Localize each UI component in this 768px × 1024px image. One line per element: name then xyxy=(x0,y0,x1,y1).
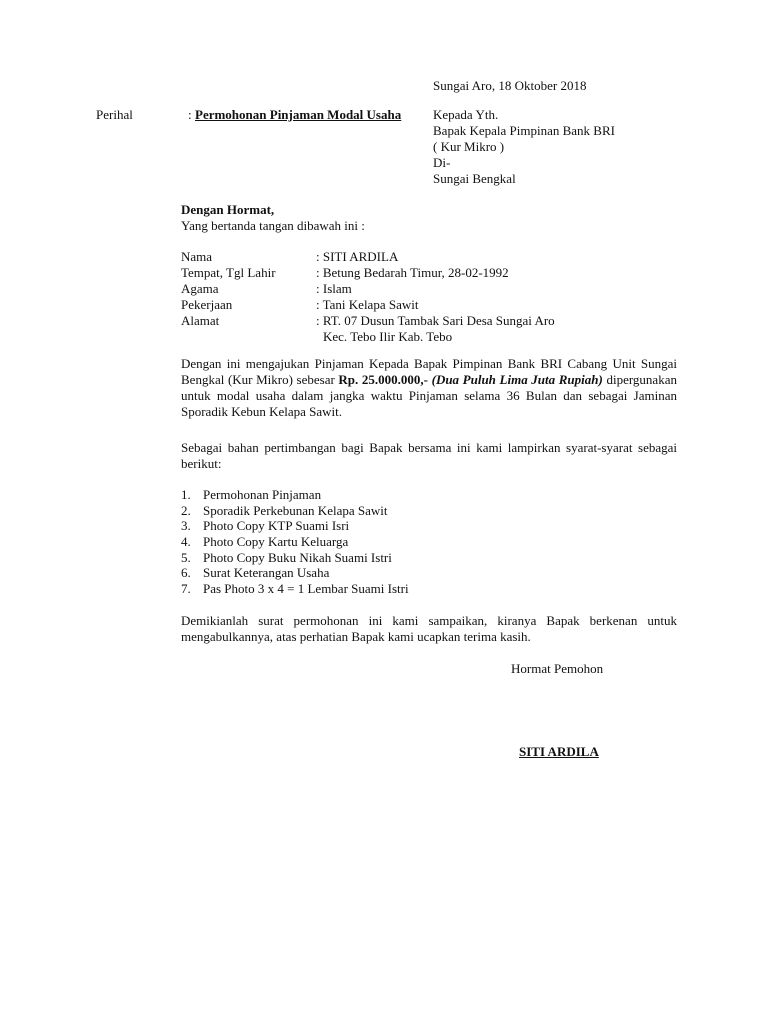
paragraph-text: Dengan ini mengajukan Pinjaman Kepada Bapak Pimpinan Bank BRI Cabang Unit Sungai Bengkal (Kur Mikro) sebesar xyxy=(181,356,677,387)
identity-label: Alamat xyxy=(181,313,220,328)
salutation: Dengan Hormat, xyxy=(181,202,275,217)
paragraph-text: dipergunakan untuk modal usaha dalam jangka waktu Pinjaman selama 36 Bulan dan sebagai Jaminan Sporadik Kebun Kelapa Sawit. xyxy=(181,372,677,419)
attachment-list xyxy=(181,487,409,597)
list-item: 5. Photo Copy Buku Nikah Suami Istri xyxy=(181,549,392,565)
identity-value: : SITI ARDILA xyxy=(316,249,399,264)
intro-text: Yang bertanda tangan dibawah ini : xyxy=(181,218,365,233)
signature-name: SITI ARDILA xyxy=(519,744,599,759)
identity-value: : Betung Bedarah Timur, 28-02-1992 xyxy=(316,265,509,280)
recipient-line: Sungai Bengkal xyxy=(433,171,516,186)
subject-colon: : xyxy=(188,107,192,122)
list-item: 1. Permohonan Pinjaman xyxy=(181,487,322,502)
address-continuation: Kec. Tebo Ilir Kab. Tebo xyxy=(323,329,453,344)
recipient-line: Di- xyxy=(433,155,451,170)
list-item: 3. Photo Copy KTP Suami Isri xyxy=(181,518,350,534)
paragraph-closing: Demikianlah surat permohonan ini kami sampaikan, kiranya Bapak berkenan untuk mengabulkannya, atas perhatian Bapak kami ucapkan terima kasih. xyxy=(181,613,677,644)
subject-value: Permohonan Pinjaman Modal Usaha xyxy=(195,107,402,122)
identity-label: Agama xyxy=(181,281,219,296)
paragraph-loan-request xyxy=(181,356,677,420)
identity-value: : Islam xyxy=(316,281,352,296)
identity-label: Pekerjaan xyxy=(181,297,233,312)
paragraph-attachments-intro: Sebagai bahan pertimbangan bagi Bapak bersama ini kami lampirkan syarat-syarat sebagai berikut: xyxy=(181,440,677,471)
recipient-line: Kepada Yth. xyxy=(433,107,499,122)
recipient-block xyxy=(433,107,615,187)
identity-value: : Tani Kelapa Sawit xyxy=(316,297,419,312)
identity-value: : RT. 07 Dusun Tambak Sari Desa Sungai Aro xyxy=(316,313,555,328)
closing-text: Hormat Pemohon xyxy=(511,661,604,676)
identity-values xyxy=(316,249,555,329)
recipient-line: ( Kur Mikro ) xyxy=(433,139,505,154)
place-date: Sungai Aro, 18 Oktober 2018 xyxy=(433,78,587,93)
identity-labels xyxy=(181,249,276,329)
list-item: 6. Surat Keterangan Usaha xyxy=(181,565,330,581)
loan-amount: Rp. 25.000.000,- xyxy=(338,372,428,387)
list-item: 4. Photo Copy Kartu Keluarga xyxy=(181,534,349,550)
identity-label: Nama xyxy=(181,249,213,264)
loan-amount-words: (Dua Puluh Lima Juta Rupiah) xyxy=(431,372,603,387)
subject-label: Perihal xyxy=(96,107,133,122)
list-item: 7. Pas Photo 3 x 4 = 1 Lembar Suami Istri xyxy=(181,581,409,597)
list-item: 2. Sporadik Perkebunan Kelapa Sawit xyxy=(181,502,388,518)
identity-label: Tempat, Tgl Lahir xyxy=(181,265,276,280)
recipient-line: Bapak Kepala Pimpinan Bank BRI xyxy=(433,123,615,138)
